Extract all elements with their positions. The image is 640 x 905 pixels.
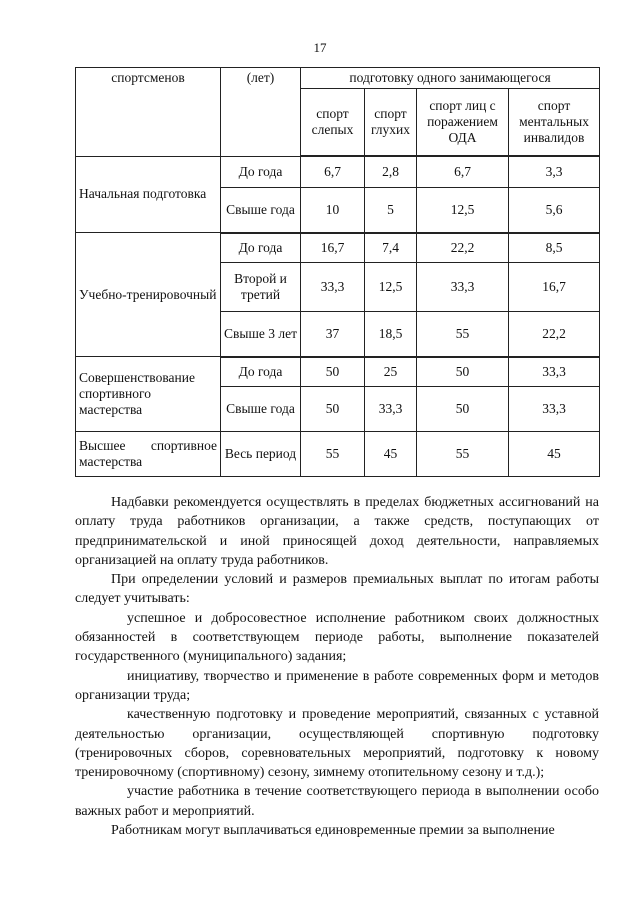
value-cell: 2,8 [365, 156, 417, 187]
value-cell: 6,7 [417, 156, 509, 187]
value-cell: 3,3 [509, 156, 600, 187]
paragraph: успешное и добросовестное исполнение работником своих должностных обязанностей в соответствующем периоде работы, выполнение показателей государственного (муниципального) задания; [75, 610, 599, 665]
value-cell: 25 [365, 357, 417, 387]
paragraph: качественную подготовку и проведение мероприятий, связанных с уставной деятельностью организации, осуществляющей спортивную подготовку (тренировочных сборов, соревновательных мероприятий, подготовку к новому тренировочному (спортивному) сезону, зимнему отопительному сезону и т.д.); [75, 707, 599, 781]
value-cell: 7,4 [365, 233, 417, 263]
value-cell: 5,6 [509, 187, 600, 233]
value-cell: 10 [301, 187, 365, 233]
period-cell: До года [221, 357, 301, 387]
header-oda: спорт лиц с поражением ОДА [417, 89, 509, 157]
header-sportsmen: спортсменов [76, 68, 221, 157]
stage-cell: Начальная подготовка [76, 156, 221, 233]
paragraph: Работникам могут выплачиваться единовременные премии за выполнение [111, 823, 555, 839]
value-cell: 50 [417, 386, 509, 431]
value-cell: 33,3 [365, 386, 417, 431]
value-cell: 45 [365, 431, 417, 476]
stage-cell: Совершенствование спортивного мастерства [76, 357, 221, 432]
value-cell: 50 [417, 357, 509, 387]
coefficients-table [75, 67, 600, 477]
value-cell: 33,3 [509, 357, 600, 387]
table-row [76, 431, 600, 476]
table-row [76, 233, 600, 263]
body-text [75, 493, 599, 840]
value-cell: 37 [301, 311, 365, 357]
value-cell: 12,5 [417, 187, 509, 233]
period-cell: До года [221, 233, 301, 263]
header-deaf: спорт глухих [365, 89, 417, 157]
header-blind: спорт слепых [301, 89, 365, 157]
value-cell: 55 [417, 311, 509, 357]
stage-cell: Учебно-тренировочный [76, 233, 221, 357]
value-cell: 12,5 [365, 262, 417, 311]
value-cell: 22,2 [509, 311, 600, 357]
value-cell: 50 [301, 357, 365, 387]
period-cell: Второй и третий [221, 262, 301, 311]
value-cell: 22,2 [417, 233, 509, 263]
value-cell: 8,5 [509, 233, 600, 263]
paragraph: При определении условий и размеров премиальных выплат по итогам работы следует учитывать: [75, 572, 599, 607]
header-mental: спорт ментальных инвалидов [509, 89, 600, 157]
stage-cell: Высшее спортивное мастерства [76, 431, 221, 476]
period-cell: Свыше 3 лет [221, 311, 301, 357]
page-number: 17 [313, 40, 327, 55]
value-cell: 16,7 [509, 262, 600, 311]
paragraph: участие работника в течение соответствующего периода в выполнении особо важных работ и мероприятий. [75, 784, 599, 819]
value-cell: 33,3 [509, 386, 600, 431]
value-cell: 33,3 [417, 262, 509, 311]
period-cell: Весь период [221, 431, 301, 476]
period-cell: Свыше года [221, 386, 301, 431]
value-cell: 5 [365, 187, 417, 233]
value-cell: 16,7 [301, 233, 365, 263]
value-cell: 18,5 [365, 311, 417, 357]
table-row [76, 156, 600, 187]
paragraph: инициативу, творчество и применение в работе современных форм и методов организации труда; [75, 668, 599, 703]
value-cell: 50 [301, 386, 365, 431]
table-header-row [76, 68, 600, 89]
value-cell: 55 [417, 431, 509, 476]
paragraph: Надбавки рекомендуется осуществлять в пределах бюджетных ассигнований на оплату труда работников организации, а также средств, поступающих от предпринимательской и иной приносящей доход деятельности, направляемых организацией на оплату труда работников. [75, 495, 599, 568]
header-years: (лет) [221, 68, 301, 157]
value-cell: 55 [301, 431, 365, 476]
period-cell: До года [221, 156, 301, 187]
value-cell: 33,3 [301, 262, 365, 311]
table-row [76, 357, 600, 387]
period-cell: Свыше года [221, 187, 301, 233]
value-cell: 6,7 [301, 156, 365, 187]
header-preparation: подготовку одного занимающегося [301, 68, 600, 89]
value-cell: 45 [509, 431, 600, 476]
